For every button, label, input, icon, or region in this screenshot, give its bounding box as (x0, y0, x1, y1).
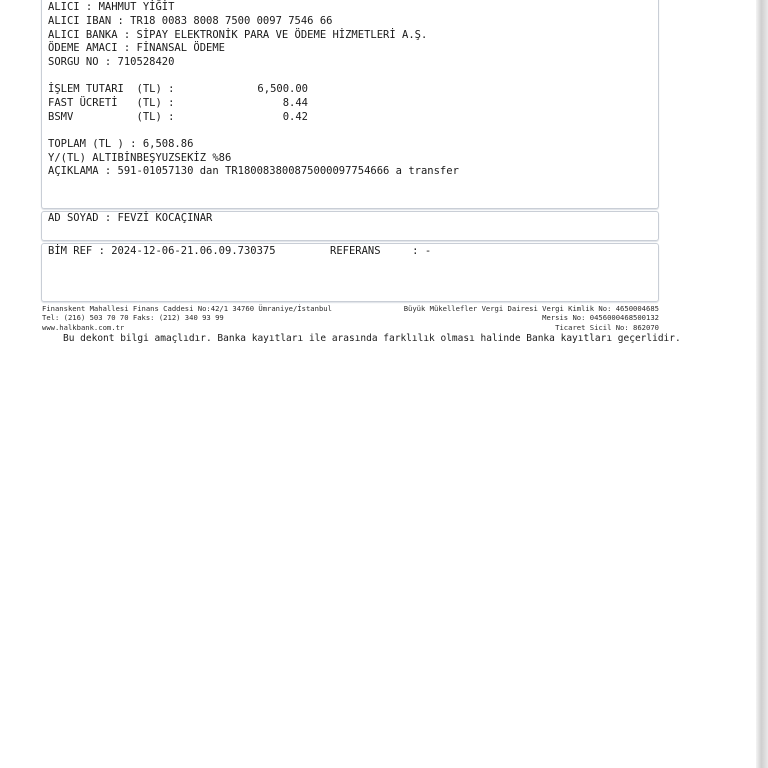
transaction-details-box (41, 0, 659, 209)
payment-purpose: ÖDEME AMACI : FİNANSAL ÖDEME (48, 42, 226, 54)
sender-name: AD SOYAD : FEVZİ KOCAÇINAR (48, 212, 213, 224)
total-amount: TOPLAM (TL ) : 6,508.86 (48, 138, 194, 150)
description: AÇIKLAMA : 591-01057130 dan TR180083800875000097754666 a transfer (48, 165, 459, 177)
bank-website: www.halkbank.com.tr (42, 322, 125, 332)
reference-box (41, 243, 659, 302)
amount-in-words: Y/(TL) ALTIBİNBEŞYUZSEKİZ %86 (48, 152, 232, 164)
reference: REFERANS : - (330, 245, 432, 257)
tax-info: Büyük Mükellefler Vergi Dairesi Vergi Kimlik No: 4650004685 (403, 304, 659, 313)
disclaimer-note: Bu dekont bilgi amaçlıdır. Banka kayıtları ile arasında farklılık olması halinde Banka kayıtları geçerlidir. (63, 333, 681, 344)
recipient-iban: ALICI IBAN : TR18 0083 8008 7500 0097 7546 66 (48, 15, 333, 27)
bsmv-value: 0.42 (282, 111, 308, 123)
sender-box (41, 211, 659, 241)
bank-phone: Tel: (216) 503 70 70 Faks: (212) 340 93 99 (42, 313, 224, 323)
mersis-number: Mersis No: 0456000468500132 (542, 313, 659, 323)
bank-address: Finanskent Mahallesi Finans Caddesi No:42/1 34760 Ümraniye/İstanbul (42, 304, 332, 313)
transaction-amount-value: 6,500.00 (257, 83, 308, 95)
page-edge-shadow (756, 0, 768, 768)
fast-fee-value: 8.44 (282, 97, 308, 109)
bim-reference: BİM REF : 2024-12-06-21.06.09.730375 (48, 245, 276, 257)
recipient-bank: ALICI BANKA : SİPAY ELEKTRONİK PARA VE ÖDEME HİZMETLERİ A.Ş. (48, 29, 428, 41)
bsmv-label: BSMV (TL) : (48, 111, 175, 123)
recipient-name: ALICI : MAHMUT YİĞİT (48, 1, 175, 13)
fast-fee-label: FAST ÜCRETİ (TL) : (48, 97, 175, 109)
transaction-amount-label: İŞLEM TUTARI (TL) : (48, 83, 175, 95)
query-number: SORGU NO : 710528420 (48, 56, 175, 68)
trade-registry: Ticaret Sicil No: 862070 (555, 322, 659, 332)
